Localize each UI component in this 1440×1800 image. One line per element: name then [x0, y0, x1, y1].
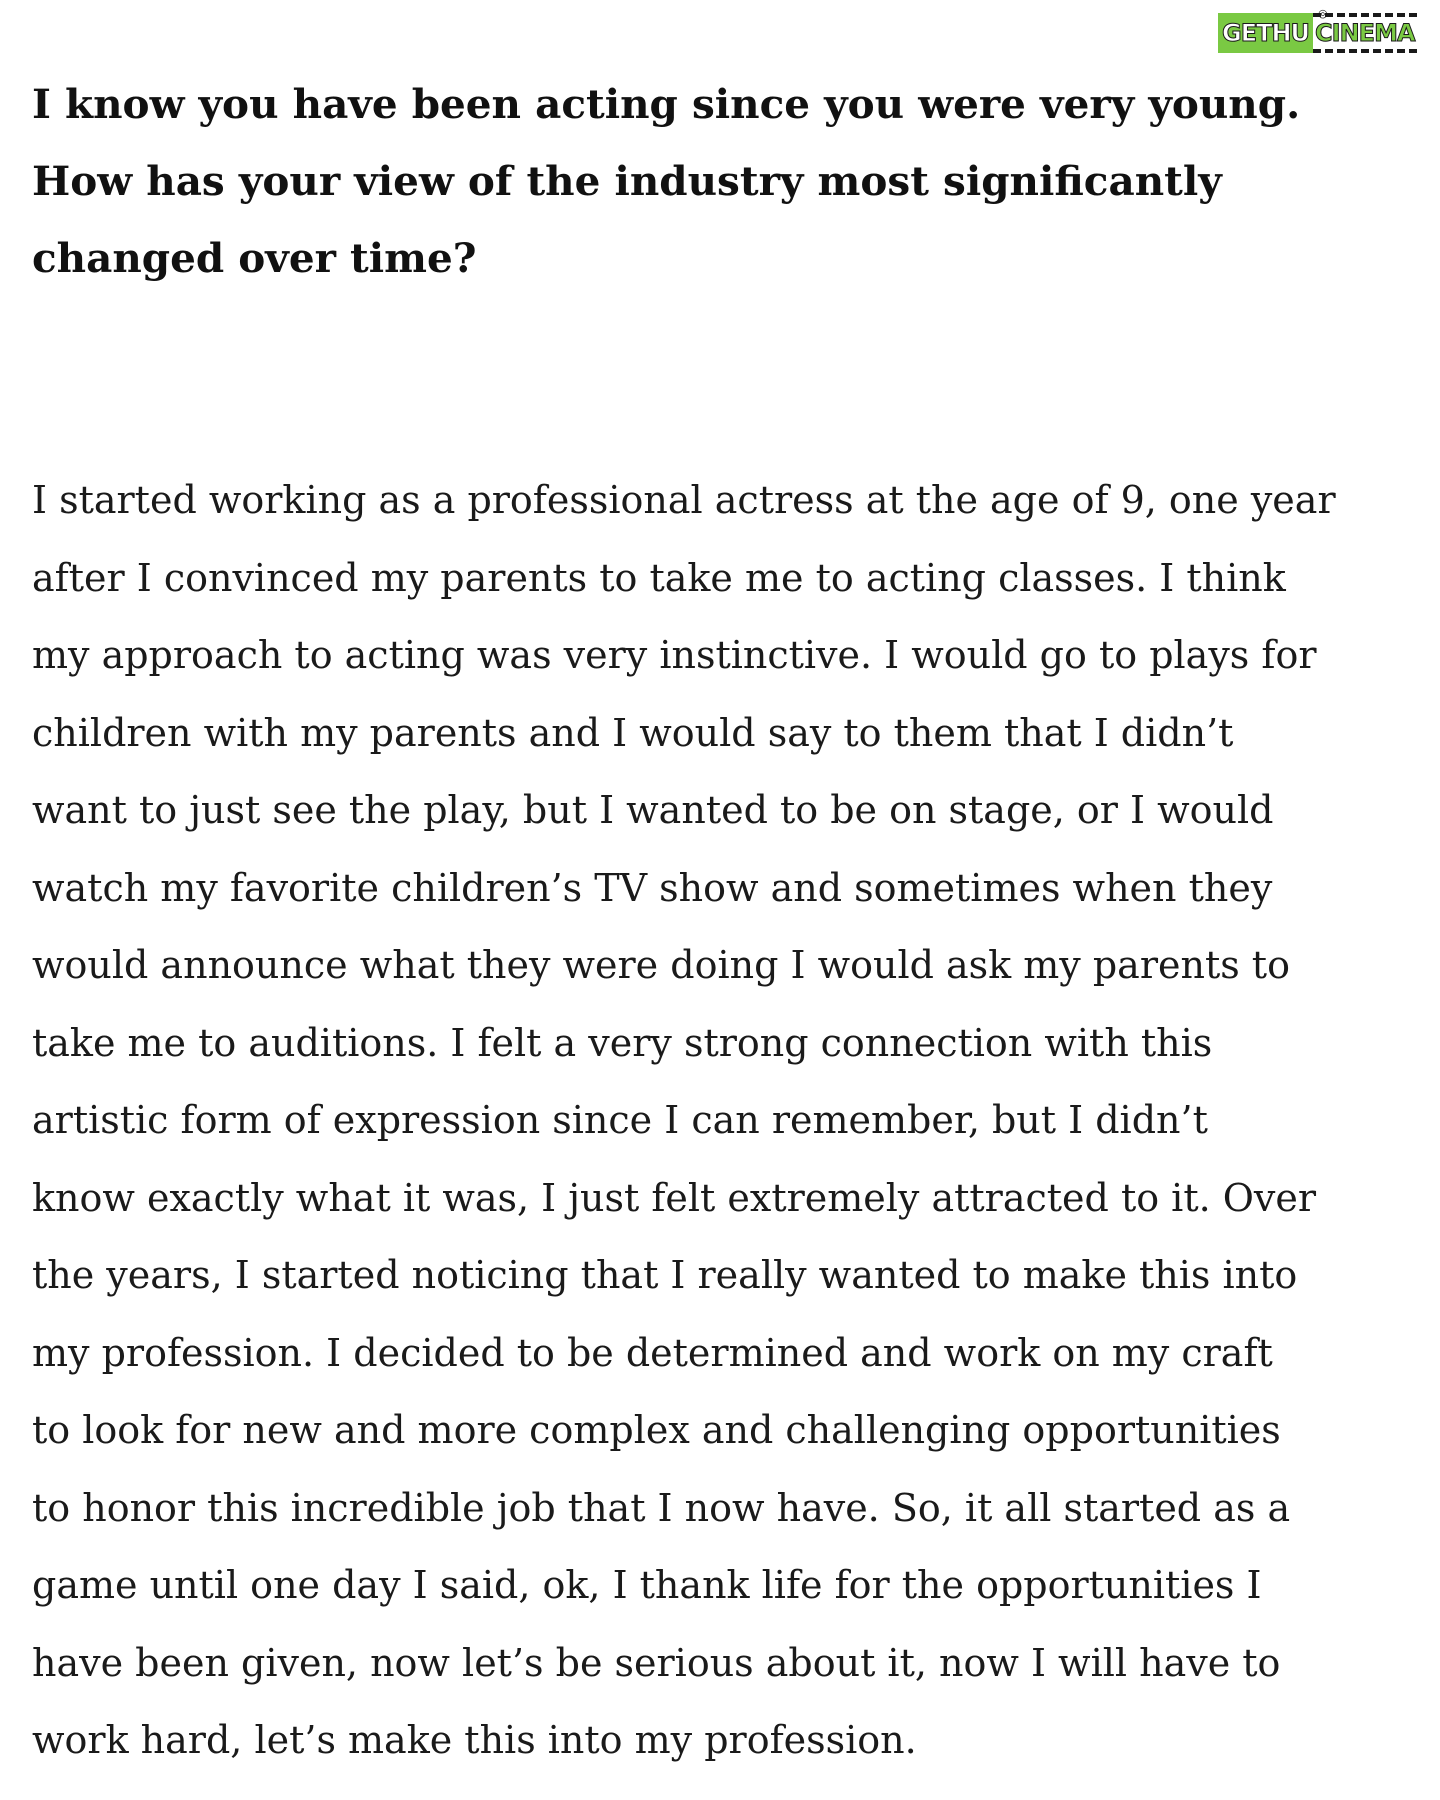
watermark-logo — [1218, 6, 1434, 60]
logo-part-cinema: CINEMA — [1313, 13, 1416, 53]
interview-question: I know you have been acting since you were very young. How has your view of the industry most significantly changed over time? — [32, 80, 1301, 282]
logo-wordmark — [1218, 7, 1417, 53]
camera-icon: ◎ — [1318, 7, 1328, 20]
logo-part-gethu: GETHU — [1218, 13, 1313, 53]
interview-answer: I started working as a professional actress at the age of 9, one year after I convinced my parents to take me to acting classes. I think my approach to acting was very instinctive. I would go to plays for children with my parents and I would say to them that I didn’t want to just see the play, but I wanted to be on stage, or I would watch my favorite children’s TV show and sometimes when they would announce what they were doing I would ask my parents to take me to auditions. I felt a very strong connection with this artistic form of expression since I can remember, but I didn’t know exactly what it was, I just felt extremely attracted to it. Over the years, I started noticing that I really wanted to make this into my profession. I decided to be determined and work on my craft to look for new and more complex and challenging opportunities to honor this incredible job that I now have. So, it all started as a game until one day I said, ok, I thank life for the opportunities I have been given, now let’s be serious about it, now I will have to work hard, let’s make this into my profession. — [32, 478, 1336, 1762]
